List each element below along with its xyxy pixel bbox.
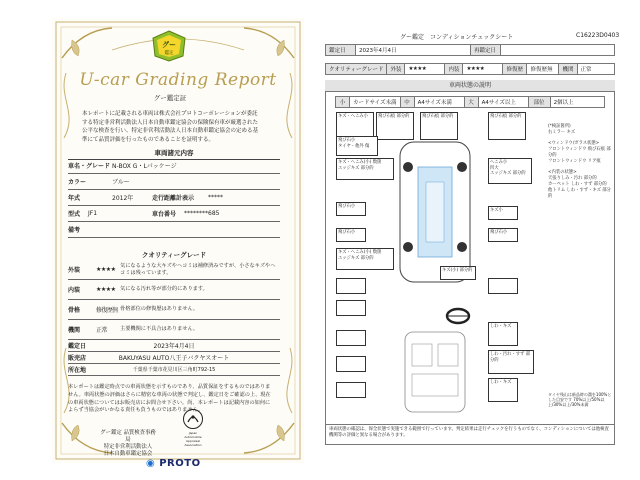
quality-grade-label: クオリティーグレード xyxy=(326,64,387,75)
year-value: 2012年 xyxy=(112,195,134,202)
damage-label-16: しわ・キズ xyxy=(490,380,512,385)
grade-table xyxy=(325,63,615,75)
mechanical-label: 機関 xyxy=(68,327,81,334)
badge-icon xyxy=(150,30,188,62)
sheet-date-label: 鑑定日 xyxy=(326,45,356,56)
color-row xyxy=(68,174,280,190)
condition-heading: 車両状態の説明 xyxy=(325,80,615,92)
damage-label-12: キズ・へこみ(小) 数箇 エッジキズ 部分的 xyxy=(338,250,382,261)
interior-description: 気になる汚れ等が部分的にあります。 xyxy=(120,286,208,292)
damage-box-8 xyxy=(336,202,366,216)
size-large-label: 大 xyxy=(464,97,478,108)
sheet-exterior-value: ★★★★ xyxy=(405,64,445,75)
address-row xyxy=(68,364,280,376)
damage-box-5 xyxy=(336,136,378,156)
exterior-description: 気になるような大キズやヘコミは補修済みですが、小さなキズやヘコミは残っています。 xyxy=(120,262,276,276)
empty-box-3 xyxy=(336,330,366,346)
steering-wheel-icon xyxy=(447,309,469,323)
certificate-number: C16223D0403 xyxy=(576,32,620,39)
damage-label-3: 飛び石痕 部分的 xyxy=(422,114,454,119)
model-label: 車名・グレード xyxy=(68,163,111,170)
damage-box-11 xyxy=(488,228,518,242)
exterior-grade-row xyxy=(68,260,280,280)
certificate-subtitle: グー鑑定証 xyxy=(153,94,187,102)
frame-value: 修復歴無 xyxy=(96,307,119,314)
size-part-label: 部位 xyxy=(528,97,550,108)
sheet-disclaimer: 車両状態の確認は、保全状態で実施できる範囲で行っています。判定結果は走行チェックを行うものでなく、コンディションについては他検査機関等の評価と異なる場合があります。 xyxy=(325,425,615,445)
empty-box-2 xyxy=(336,300,366,316)
issuer-signature: グー鑑定 品質検査事務局 特定非営利活動法人 日本自動車鑑定協会 xyxy=(100,430,156,457)
exterior-stars: ★★★★ xyxy=(96,266,116,273)
mechanical-value: 正常 xyxy=(96,327,108,334)
reappraisal-value xyxy=(501,45,615,56)
damage-label-14: しわ・キズ xyxy=(490,324,512,329)
mileage-value: ***** xyxy=(208,194,223,201)
interior-stars: ★★★★ xyxy=(96,286,116,293)
car-interior-view xyxy=(405,332,465,412)
frame-description: 骨格部位の修復歴はありません。 xyxy=(120,306,199,312)
damage-box-15 xyxy=(488,350,534,374)
size-count-desc: 2個以上 xyxy=(550,97,604,108)
goo-appraisal-badge xyxy=(150,30,188,62)
size-small-desc: カードサイズ未満 xyxy=(350,97,401,108)
frame-label: 骨格 xyxy=(68,307,81,314)
store-row xyxy=(68,352,280,364)
sheet-repair-label: 修復歴 xyxy=(503,64,527,75)
year-label: 年式 xyxy=(68,195,81,202)
svg-text:グー: グー xyxy=(162,41,176,49)
interior-label: 内装 xyxy=(68,287,81,294)
car-top-view xyxy=(400,142,470,282)
vin-value: ********685 xyxy=(184,210,220,217)
damage-box-4 xyxy=(488,112,526,140)
damage-label-10: 飛び石小 xyxy=(338,230,356,235)
date-table xyxy=(325,44,615,56)
interior-grade-row xyxy=(68,280,280,300)
appraisal-date-row xyxy=(68,340,280,352)
damage-label-1: キズ・へこみ小 xyxy=(338,114,368,119)
appraisal-date-label: 鑑定日 xyxy=(68,343,87,350)
sheet-repair-value: 修復歴無 xyxy=(527,64,559,75)
appraisal-date-value: 2023年4月4日 xyxy=(153,343,195,350)
damage-label-2: 飛び石痕 部分的 xyxy=(378,114,410,119)
color-value: ブルー xyxy=(112,179,130,186)
certificate-intro: 本レポートに記載される車両は株式会社プロトコーポレーションが委託する特定非営利活動法人日本自動車鑑定協会の保険保有車が厳選された公平な検査を行い、特定非営利活動法人日本自動車鑑定協会の定める基準にて品質評価を行ったものであることを証明する。 xyxy=(82,111,259,143)
damage-label-8: 飛び石小 xyxy=(338,204,356,209)
damage-box-13 xyxy=(440,266,476,280)
size-large-desc: A4サイズ以上 xyxy=(478,97,528,108)
sheet-interior-value: ★★★★ xyxy=(463,64,503,75)
damage-label-9: キズ小 xyxy=(490,208,503,213)
store-label: 販売店 xyxy=(68,355,87,362)
remarks-row xyxy=(68,222,280,238)
sheet-title: グー鑑定 コンディションチェックシート xyxy=(400,34,514,41)
certificate-title: U-car Grading Report xyxy=(79,70,277,90)
mileage-label: 走行距離計表示 xyxy=(152,195,195,202)
store-value: BAKUYASU AUTO八王子バクヤスオート xyxy=(118,355,230,362)
damage-label-6: キズ・へこみ(小) 数箇 エッジキズ 部分的 xyxy=(338,160,382,171)
vin-label: 車台番号 xyxy=(152,211,177,218)
damage-label-7: へこみ小 凹大 エッジキズ 部分的 xyxy=(490,160,526,176)
empty-box-5 xyxy=(336,382,366,398)
jaaa-logo xyxy=(182,408,204,447)
sheet-mechanical-value: 正常 xyxy=(577,64,615,75)
reappraisal-label: 再鑑定日 xyxy=(471,45,501,56)
damage-box-9 xyxy=(488,206,518,220)
model-value: N-BOX G・Lパッケージ xyxy=(112,163,177,170)
sheet-exterior-label: 外装 xyxy=(387,64,405,75)
quality-section-heading: クオリティーグレード xyxy=(141,251,207,259)
empty-box-4 xyxy=(336,356,366,372)
year-row xyxy=(68,190,280,206)
proto-wordmark: PROTO xyxy=(159,458,201,469)
jaaa-emblem-icon xyxy=(182,408,204,430)
damage-label-13: キズ(小) 部分的 xyxy=(442,268,473,273)
condition-notes: (*検証箇所) 右ミラー キズ <ウィンドウ/ガラス状態> フロントウィンドウ 飛び石痕 部分的 フロントウィンドウ リア痕 <内装の状態> 天張りしみ・汚れ 部分的 カーペット しわ・すず 部分的 他トリム しわ・すず・キズ 部分的 xyxy=(548,124,611,199)
type-label: 型式 xyxy=(68,211,81,218)
damage-label-4: 飛び石痕 部分的 xyxy=(490,114,522,119)
vehicle-section-heading: 車両諸元内容 xyxy=(68,148,280,160)
sheet-mechanical-label: 機関 xyxy=(559,64,577,75)
size-mid-label: 中 xyxy=(400,97,414,108)
frame-grade-row xyxy=(68,300,280,320)
empty-box-6 xyxy=(488,278,518,294)
damage-label-5: 飛び石小 タイヤ・他外 傷 xyxy=(338,138,370,149)
proto-logo xyxy=(146,458,201,469)
size-mid-desc: A4サイズ未満 xyxy=(414,97,464,108)
damage-box-10 xyxy=(336,228,366,242)
damage-label-15: しわ・汚れ・すず 部分的 xyxy=(490,352,531,363)
tire-note: タイヤ残山は新品時の溝を100%とした目安です 70%以上/50%以上/30%以上/30%未満 xyxy=(548,392,612,408)
sheet-interior-label: 内装 xyxy=(445,64,463,75)
remarks-label: 備考 xyxy=(68,227,81,234)
damage-box-6 xyxy=(336,158,394,180)
damage-box-2 xyxy=(376,112,414,140)
svg-text:鑑定: 鑑定 xyxy=(164,51,174,56)
damage-label-11: 飛び石小 xyxy=(490,230,508,235)
model-row xyxy=(68,158,280,174)
certificate-footer-note: 本レポートは鑑定時点での車両状態を示すものであり、品質保証をするものではありません。車両状態の評価はさらに精密な車両の状態で判定し、鑑定日をご確認の上、現在の車両状態についてはお販売店にお問合せ下さい。尚、本レポートは記載内容の如何によらず当協会がいかなる責任も負うものではありません。 xyxy=(68,384,271,414)
type-value: JF1 xyxy=(88,210,98,217)
empty-box-1 xyxy=(336,278,366,294)
damage-box-16 xyxy=(488,378,518,402)
damage-size-legend xyxy=(335,96,605,108)
jaaa-caption: Japan Automobile Appraisal Association xyxy=(184,431,202,447)
exterior-label: 外装 xyxy=(68,267,81,274)
type-row xyxy=(68,206,280,222)
mechanical-description: 主要機関に不具合はありません。 xyxy=(120,326,199,332)
proto-mark-icon: ◉ xyxy=(146,458,156,469)
damage-box-12 xyxy=(336,248,394,270)
size-small-label: 小 xyxy=(336,97,350,108)
mechanical-grade-row xyxy=(68,320,280,340)
sheet-date-value: 2023年4月4日 xyxy=(356,45,471,56)
color-label: カラー xyxy=(68,179,87,186)
address-value: 千葉県千葉市花見川区三角町792-15 xyxy=(132,367,216,373)
damage-box-14 xyxy=(488,322,518,346)
damage-box-7 xyxy=(488,158,532,184)
address-label: 所在地 xyxy=(68,367,87,374)
damage-box-3 xyxy=(420,112,458,140)
